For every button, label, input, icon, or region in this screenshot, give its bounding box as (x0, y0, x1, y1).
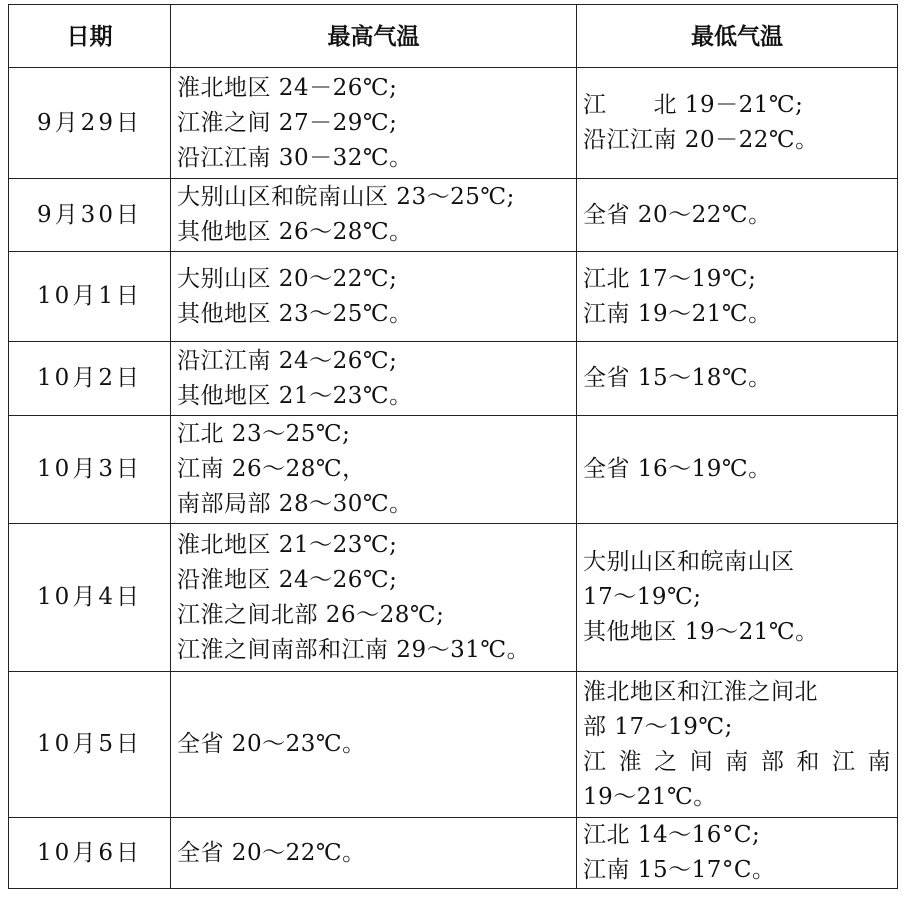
low-temp-cell (577, 672, 898, 818)
low-temp-cell (577, 416, 898, 524)
high-line: 淮北地区 24－26℃; (177, 74, 398, 101)
high-line: 江北 23～25℃; (177, 421, 351, 447)
header-high-temp: 最高气温 (171, 5, 577, 68)
low-line: 大别山区和皖南山区 (583, 549, 795, 575)
temperature-forecast-table (8, 4, 898, 889)
low-line: 17～19℃; (583, 584, 702, 610)
date-cell: 10月4日 (9, 524, 171, 672)
date-cell: 10月2日 (9, 342, 171, 416)
high-line: 淮北地区 21～23℃; (177, 531, 398, 558)
date-cell: 10月1日 (9, 252, 171, 342)
high-line: 江淮之间南部和江南 29～31℃。 (177, 636, 531, 663)
high-line: 江淮之间 27－29℃; (177, 109, 398, 136)
header-low-temp: 最低气温 (577, 5, 898, 68)
high-line: 沿江江南 30－32℃。 (177, 144, 413, 171)
low-line: 全省 15～18℃。 (583, 365, 772, 391)
high-temp-cell (171, 179, 577, 252)
low-temp-cell (577, 68, 898, 179)
high-temp-cell (171, 68, 577, 179)
table-row (9, 818, 898, 889)
table-row (9, 524, 898, 672)
low-line: 江淮之间南部和江南 (583, 748, 891, 775)
low-temp-cell (577, 342, 898, 416)
low-line: 全省 16～19℃。 (583, 456, 772, 482)
low-line: 淮北地区和江淮之间北 (583, 678, 818, 705)
date-cell: 9月29日 (9, 68, 171, 179)
high-line: 其他地区 21～23℃。 (177, 382, 413, 409)
high-temp-cell (171, 818, 577, 889)
table-row (9, 252, 898, 342)
low-line: 沿江江南 20－22℃。 (583, 127, 819, 153)
header-date: 日期 (9, 5, 171, 68)
date-cell: 10月3日 (9, 416, 171, 524)
low-line: 江 北 19－21℃; (583, 92, 804, 118)
high-line: 其他地区 23～25℃。 (177, 300, 413, 327)
low-line: 部 17～19℃; (583, 713, 733, 740)
date-cell: 10月5日 (9, 672, 171, 818)
table-row (9, 416, 898, 524)
low-line: 全省 20～22℃。 (583, 201, 772, 228)
high-temp-cell (171, 342, 577, 416)
low-temp-cell (577, 179, 898, 252)
table-row (9, 342, 898, 416)
high-line: 南部局部 28～30℃。 (177, 491, 413, 517)
table-row (9, 68, 898, 179)
low-temp-cell (577, 524, 898, 672)
high-temp-cell (171, 252, 577, 342)
table-row (9, 672, 898, 818)
low-line: 江北 17～19℃; (583, 265, 757, 292)
high-line: 江淮之间北部 26～28℃; (177, 601, 445, 628)
low-line: 江北 14～16°C; (583, 822, 761, 848)
low-line: 其他地区 19～21℃。 (583, 619, 819, 645)
date-cell: 9月30日 (9, 179, 171, 252)
high-line: 其他地区 26～28℃。 (177, 219, 413, 245)
low-temp-cell (577, 252, 898, 342)
low-temp-cell (577, 818, 898, 889)
high-line: 沿淮地区 24～26℃; (177, 566, 398, 593)
high-temp-cell (171, 672, 577, 818)
high-line: 沿江江南 24～26℃; (177, 347, 398, 374)
low-line: 江南 19～21℃。 (583, 300, 772, 327)
date-cell: 10月6日 (9, 818, 171, 889)
high-line: 全省 20～22℃。 (177, 839, 366, 866)
high-line: 江南 26～28℃， (177, 456, 366, 482)
table-row (9, 179, 898, 252)
low-line: 江南 15～17°C。 (583, 857, 776, 883)
low-line: 19～21℃。 (583, 783, 717, 810)
high-line: 大别山区 20～22℃; (177, 265, 398, 292)
high-temp-cell (171, 416, 577, 524)
high-line: 大别山区和皖南山区 23～25℃; (177, 184, 515, 210)
high-temp-cell (171, 524, 577, 672)
high-line: 全省 20～23℃。 (177, 731, 366, 757)
header-row (9, 5, 898, 68)
